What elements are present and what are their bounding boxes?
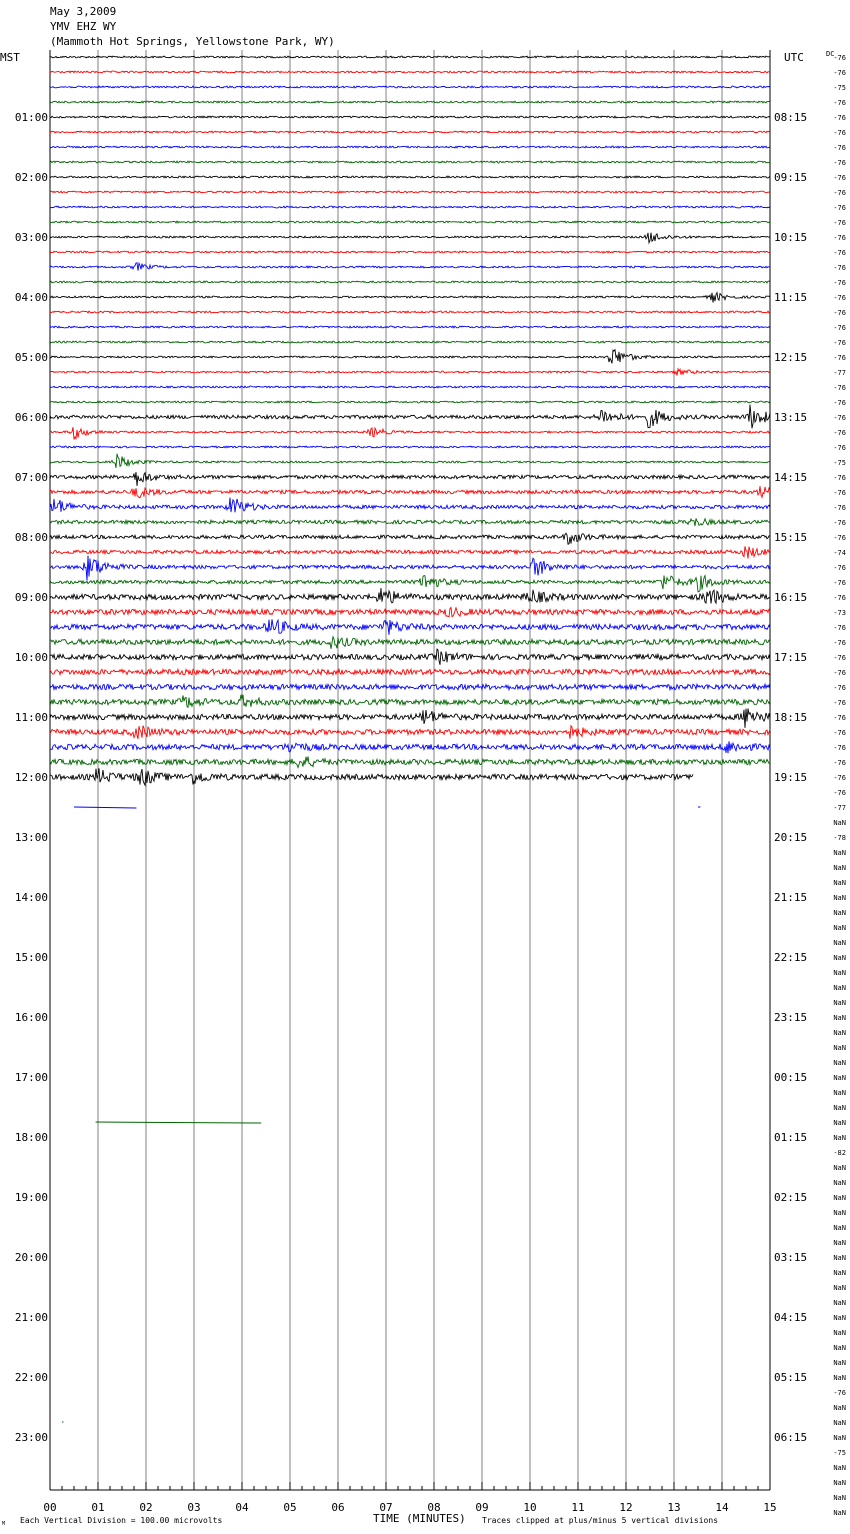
dc-offset-label: -77 xyxy=(833,369,846,377)
dc-offset-label: -76 xyxy=(833,309,846,317)
dc-offset-label: -76 xyxy=(833,159,846,167)
dc-offset-label: -76 xyxy=(833,264,846,272)
dc-offset-label: -76 xyxy=(833,789,846,797)
seismic-trace xyxy=(50,446,770,448)
dc-offset-label: -76 xyxy=(833,624,846,632)
dc-offset-label: NaN xyxy=(833,924,846,932)
dc-offset-label: -77 xyxy=(833,804,846,812)
dc-offset-label: -76 xyxy=(833,339,846,347)
dc-offset-label: NaN xyxy=(833,909,846,917)
dc-offset-label: -76 xyxy=(833,99,846,107)
seismic-trace xyxy=(50,472,770,486)
dc-offset-label: NaN xyxy=(833,1194,846,1202)
x-tick-label: 13 xyxy=(667,1501,681,1514)
mst-hour-label: 19:00 xyxy=(14,1191,48,1204)
utc-hour-label: 14:15 xyxy=(774,471,808,484)
x-tick-label: 14 xyxy=(715,1501,729,1514)
seismic-trace xyxy=(50,56,770,58)
seismic-trace xyxy=(50,176,770,178)
mst-hour-label: 09:00 xyxy=(14,591,48,604)
dc-offset-label: -76 xyxy=(833,594,846,602)
x-tick-label: 15 xyxy=(763,1501,777,1514)
dc-offset-label: -76 xyxy=(833,204,846,212)
dc-offset-label: NaN xyxy=(833,954,846,962)
seismic-trace xyxy=(50,619,770,635)
x-tick-label: 10 xyxy=(523,1501,537,1514)
dc-offset-label: NaN xyxy=(833,1164,846,1172)
utc-hour-label: 12:15 xyxy=(774,351,808,364)
mst-hour-label: 05:00 xyxy=(14,351,48,364)
mst-hour-label: 11:00 xyxy=(14,711,48,724)
dc-offset-label: -76 xyxy=(833,384,846,392)
seismic-trace xyxy=(50,233,770,243)
dc-offset-label: -76 xyxy=(833,129,846,137)
dc-offset-label: NaN xyxy=(833,969,846,977)
seismic-trace xyxy=(50,146,770,148)
seismic-trace xyxy=(50,386,770,388)
utc-hour-label: 23:15 xyxy=(774,1011,808,1024)
chart-footer xyxy=(2,1512,718,1527)
mst-hour-label: 02:00 xyxy=(14,171,48,184)
utc-hour-label: 16:15 xyxy=(774,591,808,604)
dc-offset-label: -76 xyxy=(833,714,846,722)
utc-hour-label: 18:15 xyxy=(774,711,808,724)
dc-offset-label: -76 xyxy=(833,324,846,332)
seismic-trace xyxy=(50,221,770,223)
dc-offset-label: -76 xyxy=(833,429,846,437)
seismic-trace xyxy=(50,116,770,118)
dc-offset-label: -76 xyxy=(833,669,846,677)
x-tick-label: 11 xyxy=(571,1501,585,1514)
dc-offset-label: -75 xyxy=(833,1449,846,1457)
dc-offset-label: NaN xyxy=(833,1254,846,1262)
seismic-trace xyxy=(50,341,770,343)
x-tick-label: 09 xyxy=(475,1501,489,1514)
dc-offset-label: NaN xyxy=(833,894,846,902)
x-tick-label: 05 xyxy=(283,1501,297,1514)
header-station: YMV EHZ WY xyxy=(50,20,117,33)
x-tick-label: 02 xyxy=(139,1501,153,1514)
dc-offset-label: -75 xyxy=(833,459,846,467)
x-tick-label: 03 xyxy=(187,1501,201,1514)
seismic-trace xyxy=(50,709,770,728)
dc-offset-label: NaN xyxy=(833,1419,846,1427)
dc-offset-label: -76 xyxy=(833,519,846,527)
utc-hour-label: 10:15 xyxy=(774,231,808,244)
seismic-trace xyxy=(50,71,770,73)
dc-offset-label: -76 xyxy=(833,249,846,257)
seismic-trace xyxy=(50,576,770,592)
trace-layer xyxy=(50,56,770,1422)
dc-offset-label: -76 xyxy=(833,729,846,737)
x-tick-label: 04 xyxy=(235,1501,249,1514)
seismic-trace xyxy=(50,251,770,253)
dc-offset-label: NaN xyxy=(833,1059,846,1067)
dc-offset-label: NaN xyxy=(833,1434,846,1442)
mst-hour-label: 17:00 xyxy=(14,1071,48,1084)
dc-offset-label: NaN xyxy=(833,1344,846,1352)
utc-hour-label: 13:15 xyxy=(774,411,808,424)
dc-offset-label: -76 xyxy=(833,654,846,662)
seismic-trace xyxy=(50,546,770,558)
grid-layer xyxy=(50,50,770,1490)
seismic-trace xyxy=(50,405,770,429)
mst-hour-label: 08:00 xyxy=(14,531,48,544)
dc-offset-label: -76 xyxy=(833,1389,846,1397)
seismic-trace xyxy=(50,741,770,753)
seismic-trace xyxy=(50,608,770,617)
dc-offset-label: -76 xyxy=(833,234,846,242)
dc-offset-label: NaN xyxy=(833,1299,846,1307)
dc-offset-label: -74 xyxy=(833,549,846,557)
utc-hour-label: 08:15 xyxy=(774,111,808,124)
mst-axis-label: MST xyxy=(0,51,20,64)
dc-offset-label: NaN xyxy=(833,1314,846,1322)
seismic-trace xyxy=(50,518,770,526)
mst-hour-label: 15:00 xyxy=(14,951,48,964)
dc-offset-label: NaN xyxy=(833,1374,846,1382)
dc-offset-label: NaN xyxy=(833,1494,846,1502)
mst-hour-label: 01:00 xyxy=(14,111,48,124)
dc-offset-label: NaN xyxy=(833,864,846,872)
dc-offset-label: NaN xyxy=(833,1464,846,1472)
dc-offset-label: -76 xyxy=(833,564,846,572)
seismic-trace xyxy=(50,669,770,674)
dc-offset-label: NaN xyxy=(833,984,846,992)
dc-offset-label: -76 xyxy=(833,504,846,512)
seismic-trace xyxy=(50,311,770,313)
seismic-trace xyxy=(50,191,770,193)
utc-hour-label: 05:15 xyxy=(774,1371,808,1384)
mst-hour-label: 20:00 xyxy=(14,1251,48,1264)
seismic-trace xyxy=(50,684,770,689)
seismic-trace xyxy=(50,757,770,768)
seismic-trace xyxy=(50,498,770,513)
stray-trace-segment xyxy=(96,1122,262,1123)
dc-offset-label: -76 xyxy=(833,144,846,152)
utc-hour-label: 22:15 xyxy=(774,951,808,964)
seismic-trace xyxy=(50,533,770,544)
dc-offset-label: -76 xyxy=(833,399,846,407)
dc-label: DC xyxy=(826,50,835,58)
mst-hour-label: 07:00 xyxy=(14,471,48,484)
dc-offset-label: -76 xyxy=(833,759,846,767)
seismic-trace xyxy=(50,101,770,103)
dc-offset-label: NaN xyxy=(833,1119,846,1127)
mst-hour-label: 23:00 xyxy=(14,1431,48,1444)
x-tick-label: 07 xyxy=(379,1501,393,1514)
mst-hour-label: 13:00 xyxy=(14,831,48,844)
dc-offset-label: -76 xyxy=(833,414,846,422)
utc-hour-label: 04:15 xyxy=(774,1311,808,1324)
seismic-trace xyxy=(50,161,770,163)
dc-offset-label: -76 xyxy=(833,744,846,752)
utc-hour-label: 11:15 xyxy=(774,291,808,304)
mst-hour-label: 12:00 xyxy=(14,771,48,784)
dc-offset-label: NaN xyxy=(833,819,846,827)
dc-offset-label: -76 xyxy=(833,489,846,497)
stray-trace-segment xyxy=(74,807,136,808)
dc-offset-label: NaN xyxy=(833,1104,846,1112)
dc-offset-label: -76 xyxy=(833,189,846,197)
seismic-trace xyxy=(50,486,770,498)
utc-hour-label: 03:15 xyxy=(774,1251,808,1264)
dc-offset-label: NaN xyxy=(833,1224,846,1232)
dc-offset-label: -76 xyxy=(833,54,846,62)
dc-offset-label: NaN xyxy=(833,1074,846,1082)
dc-offset-label: NaN xyxy=(833,879,846,887)
seismic-trace xyxy=(50,454,770,468)
dc-offset-label: -76 xyxy=(833,684,846,692)
dc-offset-label: -76 xyxy=(833,474,846,482)
dc-offset-label: NaN xyxy=(833,1404,846,1412)
dc-offset-label: -78 xyxy=(833,834,846,842)
dc-offset-label: NaN xyxy=(833,1179,846,1187)
dc-offset-label: NaN xyxy=(833,999,846,1007)
seismic-trace xyxy=(50,326,770,328)
x-tick-label: 06 xyxy=(331,1501,345,1514)
seismic-trace xyxy=(50,350,770,364)
dc-offset-label: NaN xyxy=(833,1089,846,1097)
x-tick-label: 08 xyxy=(427,1501,441,1514)
utc-hour-label: 02:15 xyxy=(774,1191,808,1204)
seismic-trace xyxy=(50,86,770,88)
seismic-trace xyxy=(50,263,770,271)
dc-offset-label: NaN xyxy=(833,1284,846,1292)
utc-hour-label: 17:15 xyxy=(774,651,808,664)
dc-offset-label: NaN xyxy=(833,939,846,947)
dc-offset-label: NaN xyxy=(833,1269,846,1277)
dc-offset-label: NaN xyxy=(833,1359,846,1367)
dc-offset-label: -76 xyxy=(833,219,846,227)
seismic-trace xyxy=(50,401,770,403)
mst-hour-label: 14:00 xyxy=(14,891,48,904)
corner-mark: M xyxy=(2,1521,6,1527)
dc-offset-label: NaN xyxy=(833,1014,846,1022)
seismic-trace xyxy=(50,695,770,708)
dc-offset-label: NaN xyxy=(833,1044,846,1052)
mst-hour-label: 16:00 xyxy=(14,1011,48,1024)
dc-offset-label: -76 xyxy=(833,69,846,77)
dc-offset-label: NaN xyxy=(833,1029,846,1037)
mst-hour-label: 18:00 xyxy=(14,1131,48,1144)
mst-hour-label: 04:00 xyxy=(14,291,48,304)
seismic-trace xyxy=(50,131,770,133)
dc-offset-label: -76 xyxy=(833,354,846,362)
dc-offset-label: NaN xyxy=(833,1134,846,1142)
header-location: (Mammoth Hot Springs, Yellowstone Park, WY) xyxy=(50,35,335,48)
seismic-trace xyxy=(50,637,770,649)
mst-hour-label: 06:00 xyxy=(14,411,48,424)
mst-hour-label: 10:00 xyxy=(14,651,48,664)
seismic-trace xyxy=(50,726,770,739)
dc-offset-label: -76 xyxy=(833,114,846,122)
mst-hour-label: 03:00 xyxy=(14,231,48,244)
utc-axis-label: UTC xyxy=(784,51,804,64)
seismic-trace xyxy=(50,281,770,283)
seismic-trace xyxy=(50,588,770,603)
dc-offset-label: NaN xyxy=(833,849,846,857)
seismic-trace xyxy=(50,427,770,439)
mst-hour-label: 21:00 xyxy=(14,1311,48,1324)
seismic-trace xyxy=(50,369,770,376)
x-tick-label: 12 xyxy=(619,1501,633,1514)
x-axis-label: TIME (MINUTES) xyxy=(373,1512,466,1525)
seismic-trace xyxy=(50,649,770,665)
utc-hour-label: 15:15 xyxy=(774,531,808,544)
dc-offset-label: -82 xyxy=(833,1149,846,1157)
dc-offset-label: -76 xyxy=(833,444,846,452)
dc-offset-label: -76 xyxy=(833,279,846,287)
header-date: May 3,2009 xyxy=(50,5,117,18)
x-tick-label: 01 xyxy=(91,1501,105,1514)
dc-offset-label: -76 xyxy=(833,294,846,302)
seismic-trace xyxy=(50,206,770,208)
dc-offset-label: NaN xyxy=(833,1479,846,1487)
utc-hour-label: 06:15 xyxy=(774,1431,808,1444)
dc-offset-label: -76 xyxy=(833,639,846,647)
label-layer xyxy=(15,54,846,1517)
mst-hour-label: 22:00 xyxy=(14,1371,48,1384)
dc-offset-label: NaN xyxy=(833,1239,846,1247)
dc-offset-label: NaN xyxy=(833,1509,846,1517)
dc-offset-label: -76 xyxy=(833,534,846,542)
utc-hour-label: 20:15 xyxy=(774,831,808,844)
x-tick-label: 00 xyxy=(43,1501,57,1514)
dc-offset-label: NaN xyxy=(833,1329,846,1337)
dc-offset-label: -76 xyxy=(833,174,846,182)
dc-offset-label: NaN xyxy=(833,1209,846,1217)
utc-hour-label: 00:15 xyxy=(774,1071,808,1084)
dc-offset-label: -73 xyxy=(833,609,846,617)
seismic-trace xyxy=(50,293,770,303)
dc-offset-label: -76 xyxy=(833,699,846,707)
x-axis xyxy=(43,1482,776,1514)
utc-hour-label: 09:15 xyxy=(774,171,808,184)
utc-hour-label: 19:15 xyxy=(774,771,808,784)
chart-header xyxy=(50,5,335,48)
seismic-trace xyxy=(50,556,770,581)
scale-note: Each Vertical Division = 100.00 microvolts xyxy=(20,1516,223,1525)
clip-note: Traces clipped at plus/minus 5 vertical divisions xyxy=(482,1516,719,1525)
dc-offset-label: -75 xyxy=(833,84,846,92)
dc-offset-label: -76 xyxy=(833,579,846,587)
utc-hour-label: 01:15 xyxy=(774,1131,808,1144)
utc-hour-label: 21:15 xyxy=(774,891,808,904)
dc-offset-label: -76 xyxy=(833,774,846,782)
